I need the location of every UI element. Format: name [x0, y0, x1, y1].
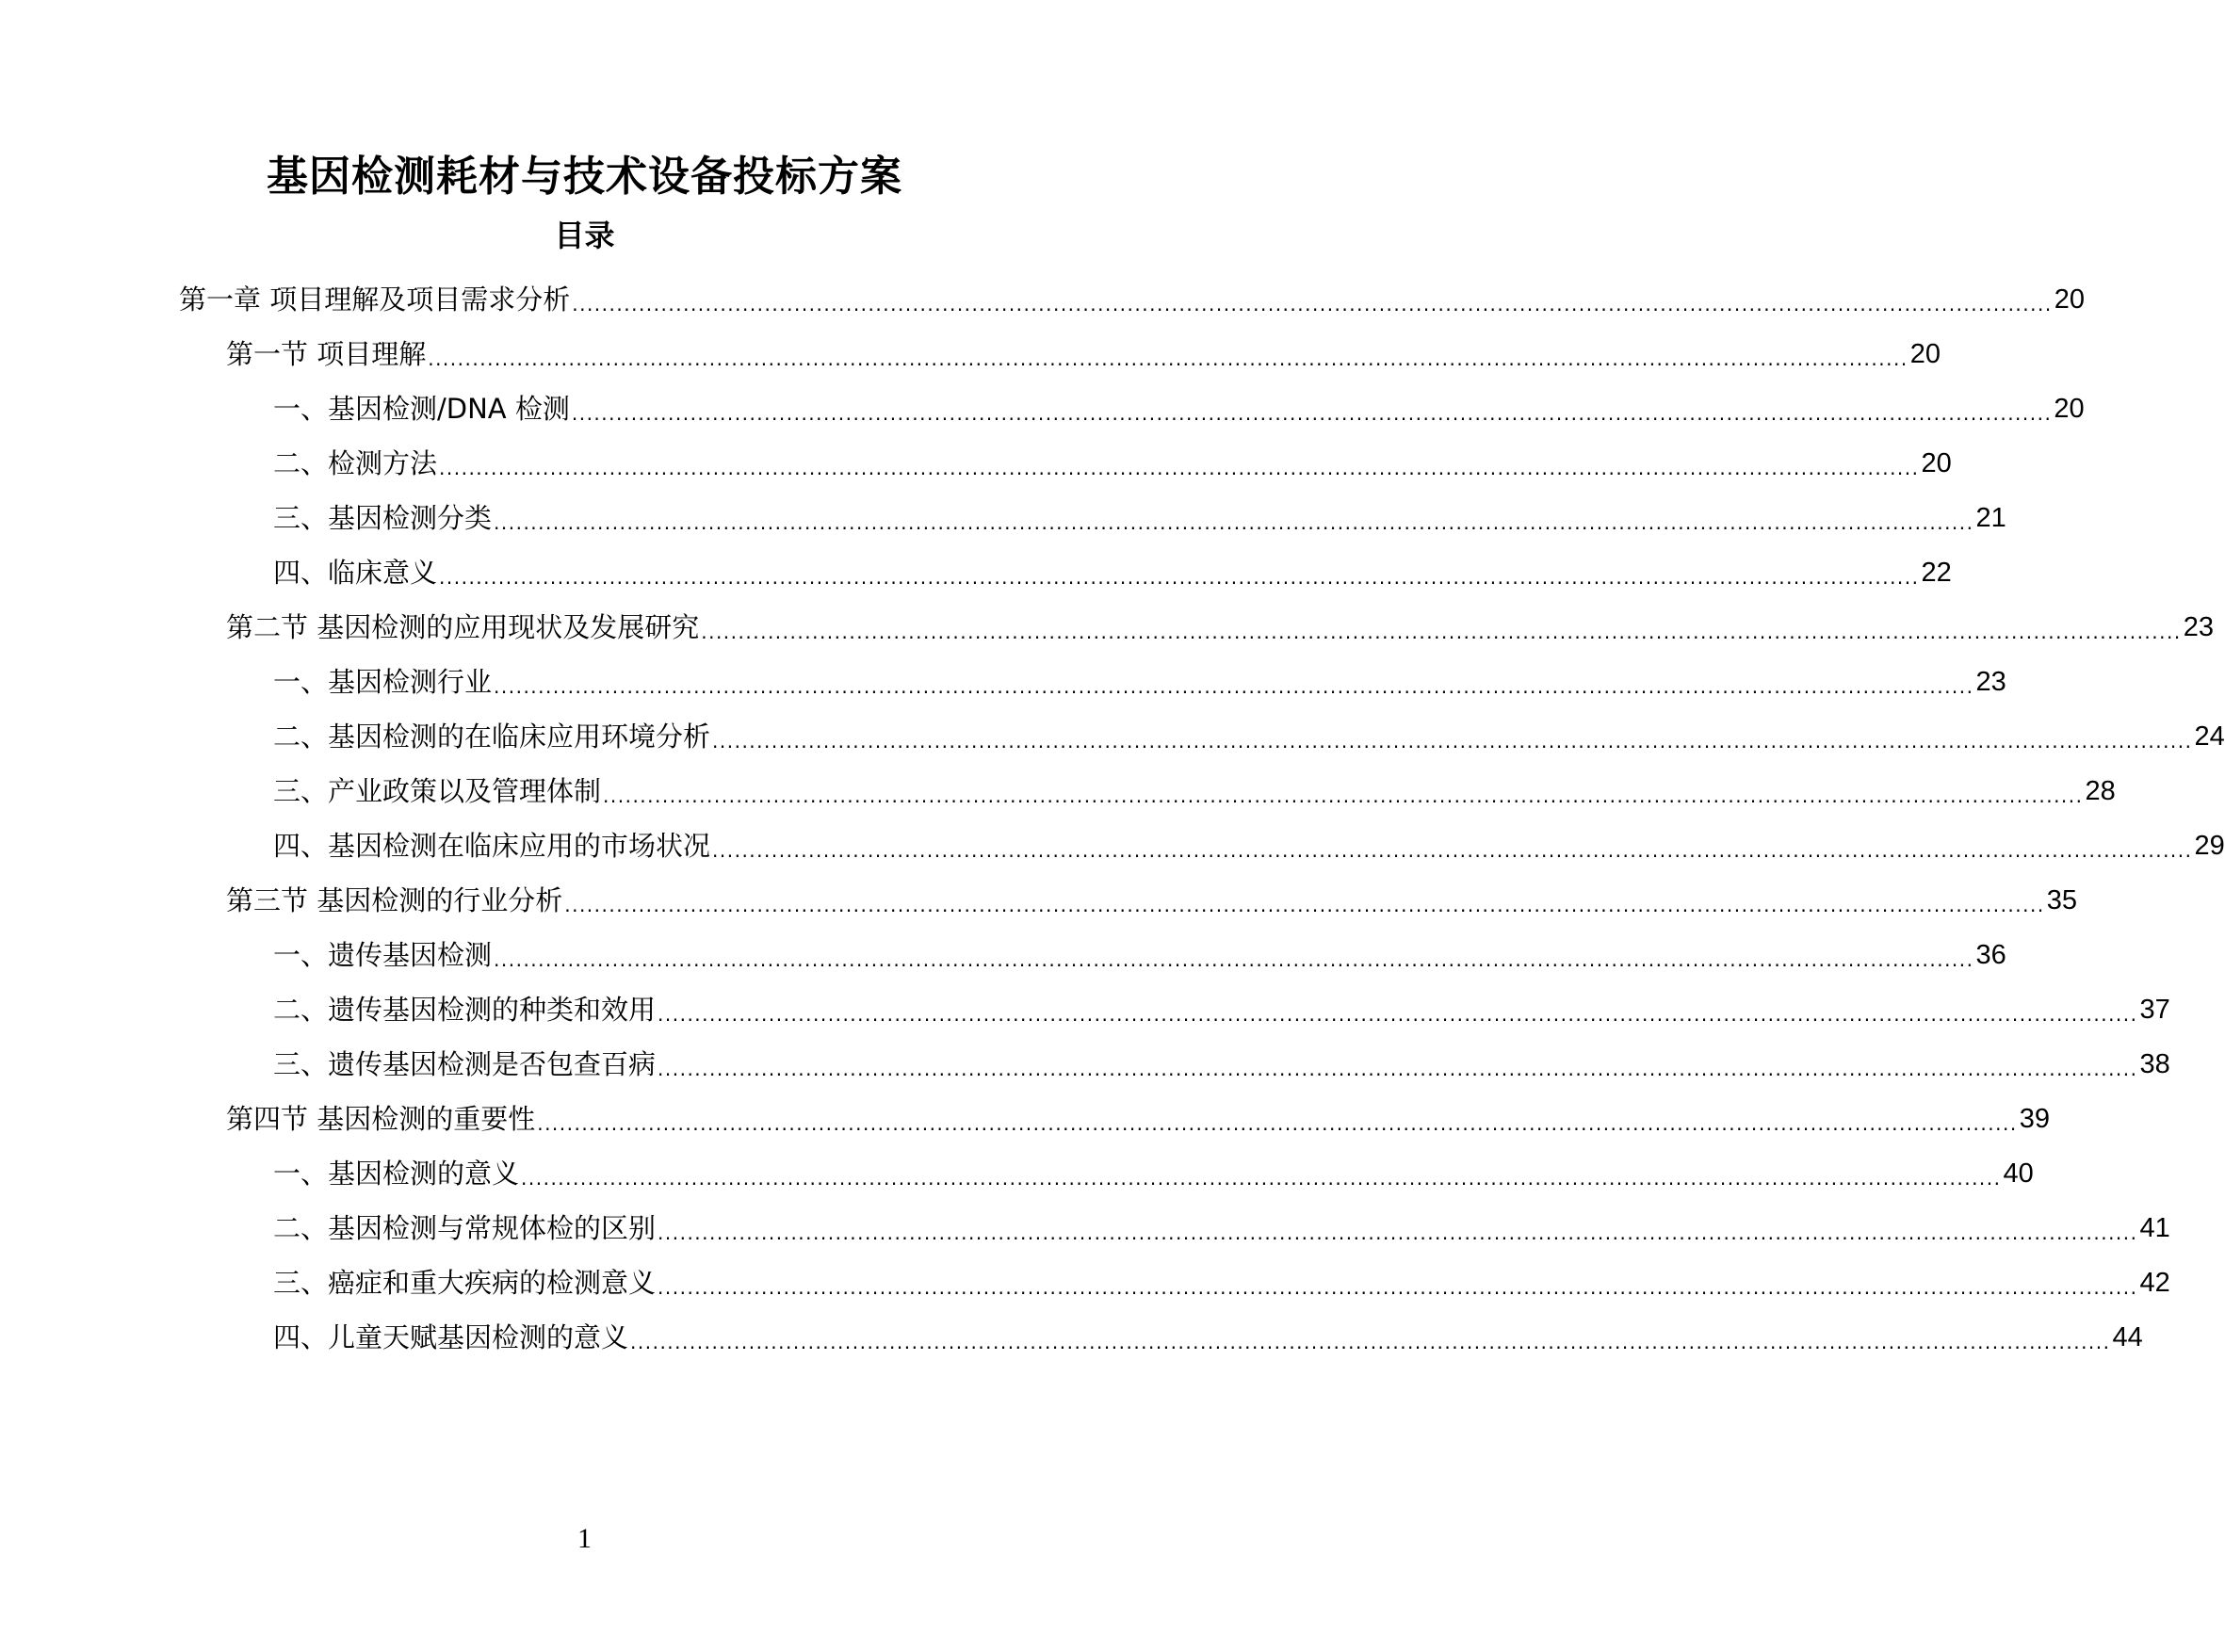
toc-entry-page: 20: [2054, 284, 2085, 315]
toc-entry-label: 第一节 项目理解: [226, 338, 427, 370]
toc-entry-label: 三、遗传基因检测是否包查百病: [273, 1048, 657, 1080]
toc-dot-leader: ........................................................................................................................................................................................................: [494, 511, 1974, 534]
toc-dot-leader: ........................................................................................................................................................................................................: [521, 1167, 2002, 1190]
toc-entry-label: 一、基因检测/DNA 检测: [273, 393, 570, 425]
toc-entry-label: 二、检测方法: [273, 447, 438, 479]
toc-entry-label: 第二节 基因检测的应用现状及发展研究: [226, 611, 700, 643]
toc-dot-leader: ........................................................................................................................................................................................................: [658, 1003, 2138, 1026]
toc-entry[interactable]: [273, 714, 2225, 755]
toc-entry-label: 二、遗传基因检测的种类和效用: [273, 994, 657, 1026]
toc-entry[interactable]: [273, 1206, 2170, 1247]
toc-entry[interactable]: [273, 550, 1952, 591]
toc-entry-page: 41: [2139, 1213, 2170, 1243]
toc-dot-leader: ........................................................................................................................................................................................................: [572, 293, 2053, 316]
toc-entry-page: 22: [1921, 558, 1952, 588]
toc-entry[interactable]: [273, 1260, 2170, 1302]
toc-entry-label: 第一章 项目理解及项目需求分析: [179, 283, 571, 316]
toc-dot-leader: ........................................................................................................................................................................................................: [537, 1112, 2018, 1135]
toc-entry-label: 第四节 基因检测的重要性: [226, 1103, 536, 1135]
toc-dot-leader: ........................................................................................................................................................................................................: [571, 402, 2053, 425]
toc-entry-page: 37: [2139, 995, 2170, 1025]
toc-entry-page: 23: [2183, 612, 2214, 642]
toc-entry-page: 20: [1909, 339, 1941, 369]
toc-entry[interactable]: [226, 332, 1941, 373]
toc-entry[interactable]: [273, 386, 2085, 428]
toc-entry[interactable]: [273, 932, 2006, 974]
toc-entry-label: 一、遗传基因检测: [273, 939, 493, 971]
toc-entry-page: 44: [2112, 1322, 2143, 1352]
toc-dot-leader: ........................................................................................................................................................................................................: [712, 730, 2193, 753]
toc-entry[interactable]: [179, 277, 2085, 318]
toc-entry-label: 三、产业政策以及管理体制: [273, 775, 602, 807]
toc-entry-label: 一、基因检测行业: [273, 666, 493, 698]
toc-dot-leader: ........................................................................................................................................................................................................: [712, 839, 2193, 862]
toc-entry-label: 二、基因检测的在临床应用环境分析: [273, 721, 711, 753]
toc-entry[interactable]: [273, 987, 2170, 1028]
toc-dot-leader: ........................................................................................................................................................................................................: [658, 1222, 2138, 1244]
toc-entry-page: 24: [2194, 721, 2225, 752]
toc-entry[interactable]: [226, 1096, 2050, 1138]
toc-dot-leader: ........................................................................................................................................................................................................: [494, 948, 1974, 971]
toc-entry[interactable]: [273, 495, 2006, 537]
toc-entry[interactable]: [273, 823, 2225, 865]
toc-entry-label: 一、基因检测的意义: [273, 1158, 520, 1190]
toc-entry-page: 40: [2003, 1158, 2034, 1189]
toc-dot-leader: ........................................................................................................................................................................................................: [494, 675, 1974, 698]
toc-dot-leader: ........................................................................................................................................................................................................: [701, 621, 2182, 643]
document-title: 基因检测耗材与技术设备投标方案: [267, 153, 902, 201]
toc-entry[interactable]: [273, 441, 1952, 482]
toc-entry-page: 39: [2019, 1104, 2050, 1134]
toc-dot-leader: ........................................................................................................................................................................................................: [658, 1276, 2138, 1299]
toc-entry-page: 35: [2046, 885, 2077, 915]
toc-entry[interactable]: [273, 1042, 2170, 1083]
toc-entry[interactable]: [226, 605, 2214, 646]
toc-dot-leader: ........................................................................................................................................................................................................: [564, 894, 2045, 916]
toc-entry-page: 20: [1921, 448, 1952, 478]
toc-entry-page: 23: [1975, 667, 2006, 697]
toc-entry-label: 二、基因检测与常规体检的区别: [273, 1212, 657, 1244]
toc-entry-label: 三、癌症和重大疾病的检测意义: [273, 1267, 657, 1299]
toc-entry-label: 四、儿童天赋基因检测的意义: [273, 1321, 629, 1353]
toc-entry-page: 29: [2194, 831, 2225, 861]
toc-entry-page: 21: [1975, 503, 2006, 533]
toc-dot-leader: ........................................................................................................................................................................................................: [428, 348, 1908, 370]
toc-entry[interactable]: [273, 659, 2006, 701]
toc-dot-leader: ........................................................................................................................................................................................................: [658, 1058, 2138, 1080]
toc-entry[interactable]: [226, 878, 2077, 919]
toc-dot-leader: ........................................................................................................................................................................................................: [630, 1331, 2111, 1353]
toc-entry[interactable]: [273, 769, 2116, 810]
toc-entry-page: 36: [1975, 940, 2006, 970]
toc-heading: 目录: [554, 218, 615, 253]
toc-entry-label: 三、基因检测分类: [273, 502, 493, 534]
toc-dot-leader: ........................................................................................................................................................................................................: [439, 566, 1920, 589]
page-number: 1: [577, 1523, 592, 1554]
toc-entry-label: 四、临床意义: [273, 557, 438, 589]
toc-entry[interactable]: [273, 1151, 2034, 1192]
toc-entry-page: 28: [2085, 776, 2116, 806]
toc-entry-label: 四、基因检测在临床应用的市场状况: [273, 830, 711, 862]
toc-entry-page: 20: [2054, 394, 2085, 424]
toc-dot-leader: ........................................................................................................................................................................................................: [603, 785, 2084, 807]
toc-entry-page: 42: [2139, 1268, 2170, 1298]
toc-entry-page: 38: [2139, 1049, 2170, 1079]
toc-dot-leader: ........................................................................................................................................................................................................: [439, 457, 1920, 479]
toc-entry[interactable]: [273, 1315, 2143, 1356]
toc-entry-label: 第三节 基因检测的行业分析: [226, 884, 563, 916]
